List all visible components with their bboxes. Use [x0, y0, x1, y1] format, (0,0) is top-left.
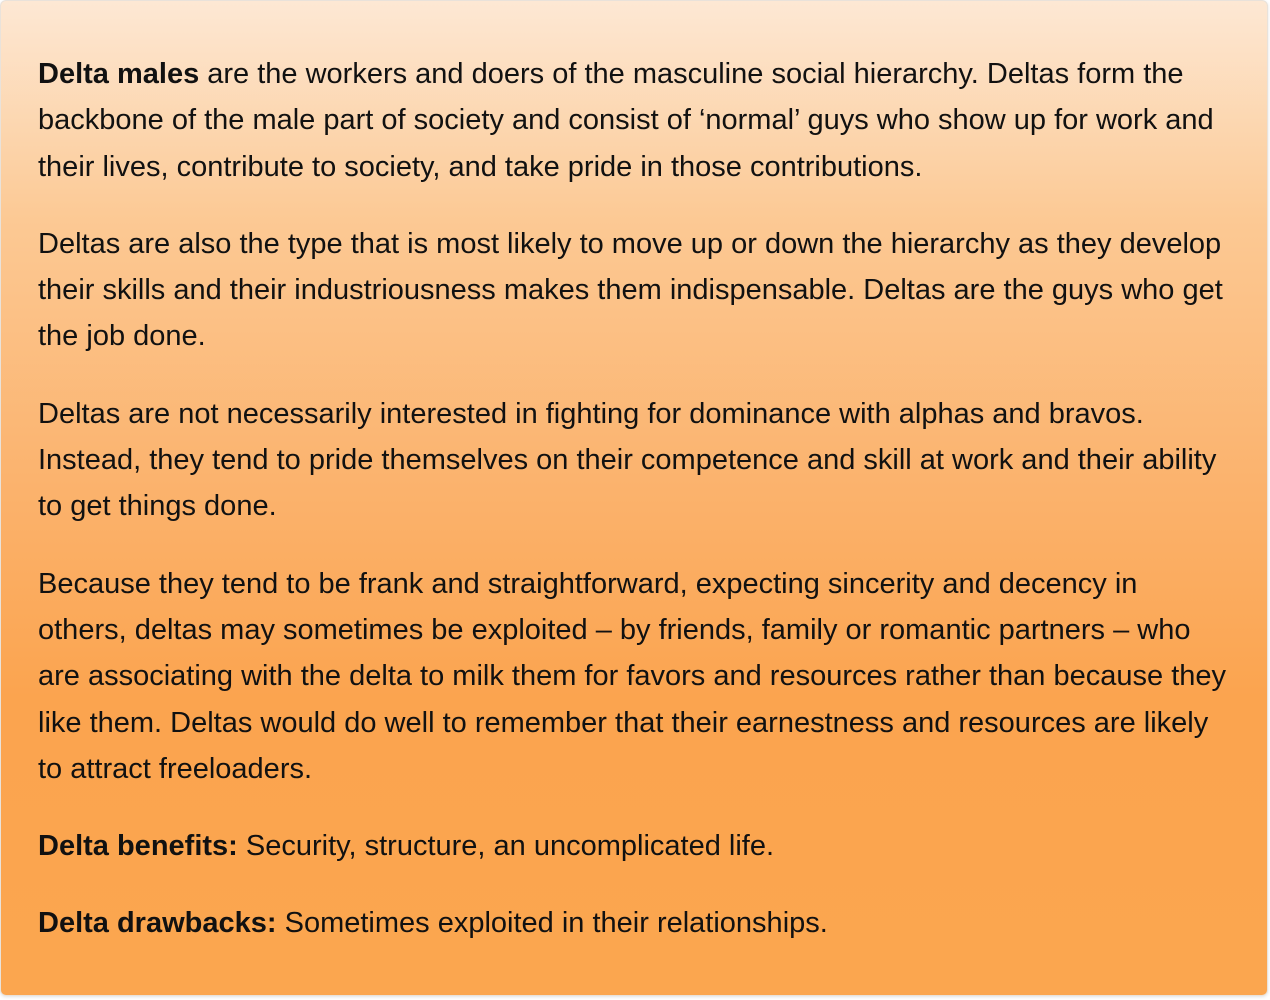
paragraph-benefits: [38, 823, 1233, 869]
paragraph-text: Because they tend to be frank and straightforward, expecting sincerity and decency in others, deltas may sometimes be exploited – by friends, family or romantic partners – who are associating with the delta to milk them for favors and resources rather than because they like them. Deltas would do well to remember that their earnestness and resources are likely to attract freeloaders.: [38, 567, 1227, 785]
paragraph-text: are the workers and doers of the masculine social hierarchy. Deltas form the backbone of the male part of society and consist of ‘normal’ guys who show up for work and their lives, contribute to society, and take pride in those contributions.: [38, 58, 1214, 183]
paragraph-text: Sometimes exploited in their relationships.: [276, 907, 828, 940]
paragraph-exploitation: [38, 561, 1233, 792]
paragraph-intro: [38, 51, 1233, 190]
paragraph-text: Deltas are also the type that is most likely to move up or down the hierarchy as they develop their skills and their industriousness makes them indispensable. Deltas are the guys who get the job done.: [38, 227, 1223, 353]
paragraph-dominance: [38, 391, 1233, 530]
paragraph-lead: Delta benefits:: [38, 830, 238, 863]
paragraph-text: Deltas are not necessarily interested in fighting for dominance with alphas and bravos. Instead, they tend to pride themselves on their competence and skill at work and their ability to get things done.: [38, 397, 1217, 523]
paragraph-lead: Delta males: [38, 58, 200, 90]
paragraph-hierarchy-movement: [38, 221, 1233, 360]
paragraph-drawbacks: [38, 900, 1233, 946]
paragraph-lead: Delta drawbacks:: [38, 907, 277, 940]
paragraph-text: Security, structure, an uncomplicated life.: [237, 830, 775, 863]
